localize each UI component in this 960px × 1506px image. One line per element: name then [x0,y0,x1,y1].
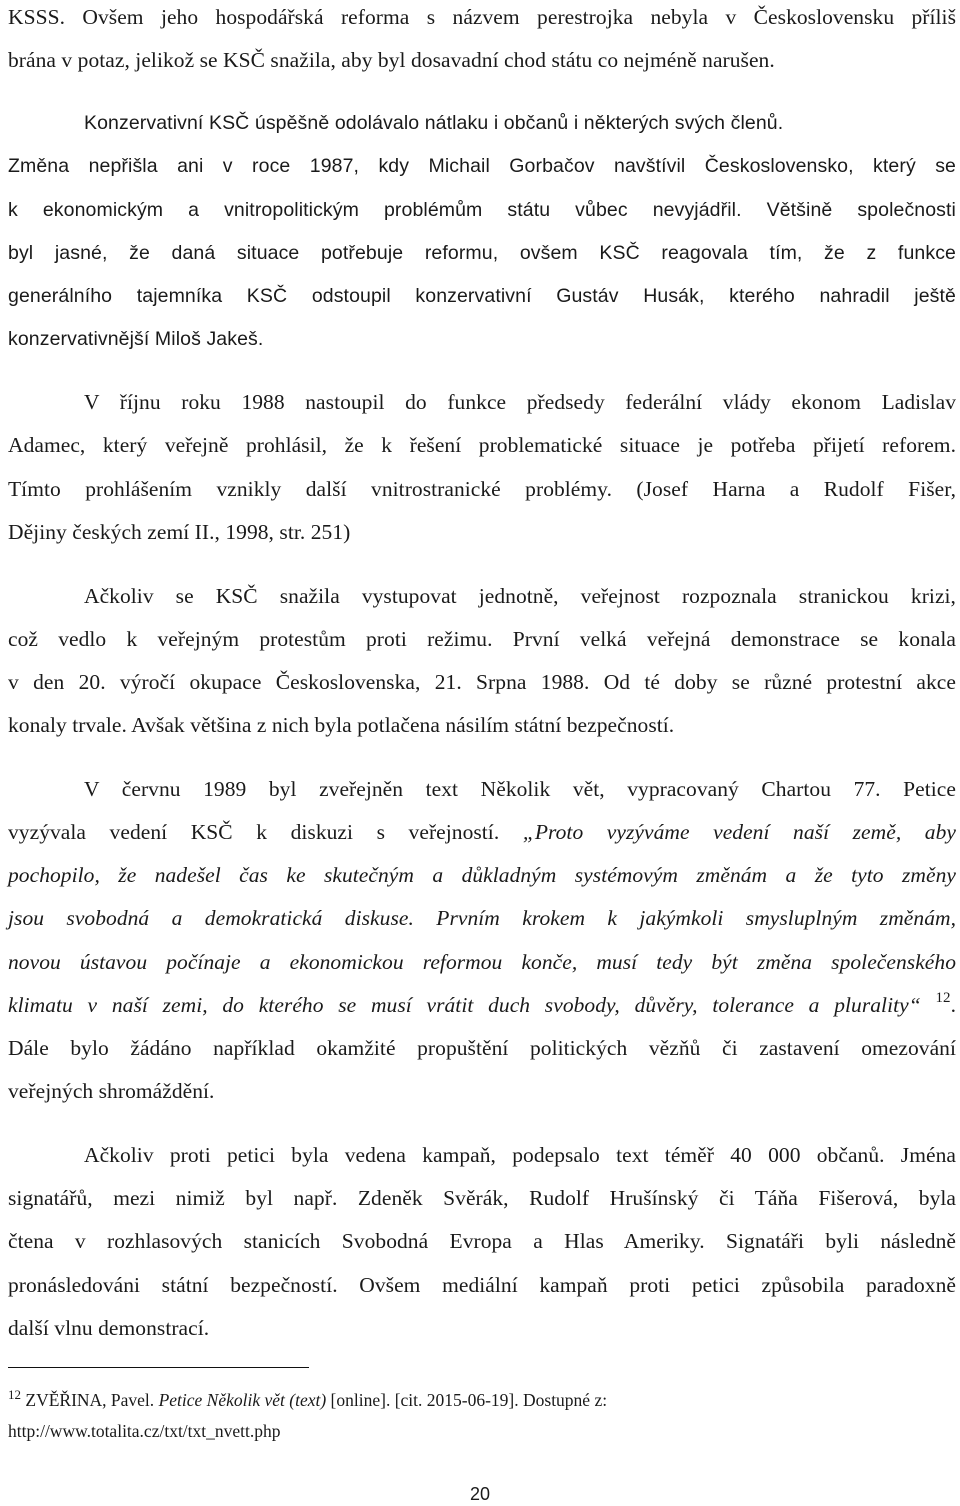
text-span: Většině společnosti [741,199,956,221]
text-span: . [950,993,956,1017]
text-line: byl jasné, že daná situace potřebuje reformu, ovšem KSČ reagovala tím, že z funkce [8,242,956,264]
quote-line: pochopilo, že nadešel čas ke skutečným a důkladným systémovým změnám a že tyto změny [8,863,956,887]
footnote-url-link[interactable]: http://www.totalita.cz/txt/txt_nvett.php [8,1421,281,1441]
footnote-separator [8,1367,309,1368]
text-line: konaly trvale. Avšak většina z nich byla potlačena násilím státní bezpečností. [8,713,675,737]
text-line: generálního tajemníka KSČ odstoupil konzervativní Gustáv Husák, kterého nahradil ještě [8,285,956,307]
text-line: pronásledováni státní bezpečností. Ovšem mediální kampaň proti petici způsobila paradoxně [8,1273,956,1297]
text-line: Dějiny českých zemí II., 1998, str. 251) [8,520,351,544]
footnote-text: [online]. [cit. 2015-06-19]. Dostupné z: [326,1390,608,1410]
text-line [8,990,956,1020]
text-line: signatářů, mezi nimiž byl např. Zdeněk Svěrák, Rudolf Hrušínský či Táňa Fišerová, byla [8,1186,956,1210]
page-number: 20 [469,1484,491,1504]
text-line [8,194,956,225]
footnote-citation [8,1388,607,1412]
quote-line: jsou svobodná a demokratická diskuse. Prvním krokem k jakýmkoli smysluplným změnám, [8,906,956,930]
footnote-title: Petice Několik vět (text) [158,1390,327,1410]
text-line: další vlnu demonstrací. [8,1316,210,1340]
quote-span: klimatu v naší zemi, do kterého se musí vrátit duch svobody, důvěry, tolerance a plurality“ [8,993,921,1017]
text-line: KSSS. Ovšem jeho hospodářská reforma s názvem perestrojka nebyla v Československu příliš [8,5,956,29]
text-line: Ačkoliv proti petici byla vedena kampaň, podepsalo text téměř 40 000 občanů. Jména [84,1143,956,1167]
text-span: vyzývala vedení KSČ k diskuzi s veřejností. [8,820,523,844]
quote-span: „Proto vyzýváme vedení naší země, aby [522,820,956,844]
footnote-number: 12 [8,1387,21,1402]
text-line: brána v potaz, jelikož se KSČ snažila, aby byl dosavadní chod státu co nejméně narušen. [8,48,775,72]
text-line: konzervativnější Miloš Jakeš. [8,328,264,350]
text-line [8,817,956,847]
text-line: Ačkoliv se KSČ snažila vystupovat jednotně, veřejnost rozpoznala stranickou krizi, [84,584,956,608]
text-line: Konzervativní KSČ úspěšně odolávalo nátlaku i občanů i některých svých členů. [84,112,784,134]
text-line: Změna nepřišla ani v roce 1987, kdy Michail Gorbačov navštívil Československo, který se [8,155,956,177]
text-line: což vedlo k veřejným protestům proti režimu. První velká veřejná demonstrace se konala [8,627,956,651]
text-line: V říjnu roku 1988 nastoupil do funkce předsedy federální vlády ekonom Ladislav [84,390,956,414]
footnote-author: ZVĚŘINA, Pavel. [21,1390,159,1410]
text-line: veřejných shromáždění. [8,1079,215,1103]
text-line: Dále bylo žádáno například okamžité propuštění politických vězňů či zastavení omezování [8,1036,956,1060]
quote-line: novou ústavou počínaje a ekonomickou reformou konče, musí tedy být změna společenského [8,950,956,974]
text-span: k ekonomickým a vnitropolitickým problémům státu vůbec nevyjádřil. [8,199,742,221]
text-line: v den 20. výročí okupace Československa, 21. Srpna 1988. Od té doby se různé protestní akce [8,670,956,694]
text-line: Tímto prohlášením vznikly další vnitrostranické problémy. (Josef Harna a Rudolf Fišer, [8,477,956,501]
footnote-reference[interactable]: 12 [935,990,951,1006]
text-line: V červnu 1989 byl zveřejněn text Několik vět, vypracovaný Chartou 77. Petice [84,777,956,801]
text-line: Adamec, který veřejně prohlásil, že k řešení problematické situace je potřeba přijetí reforem. [8,433,956,457]
text-line: čtena v rozhlasových stanicích Svobodná Evropa a Hlas Ameriky. Signatáři byli následně [8,1229,956,1253]
